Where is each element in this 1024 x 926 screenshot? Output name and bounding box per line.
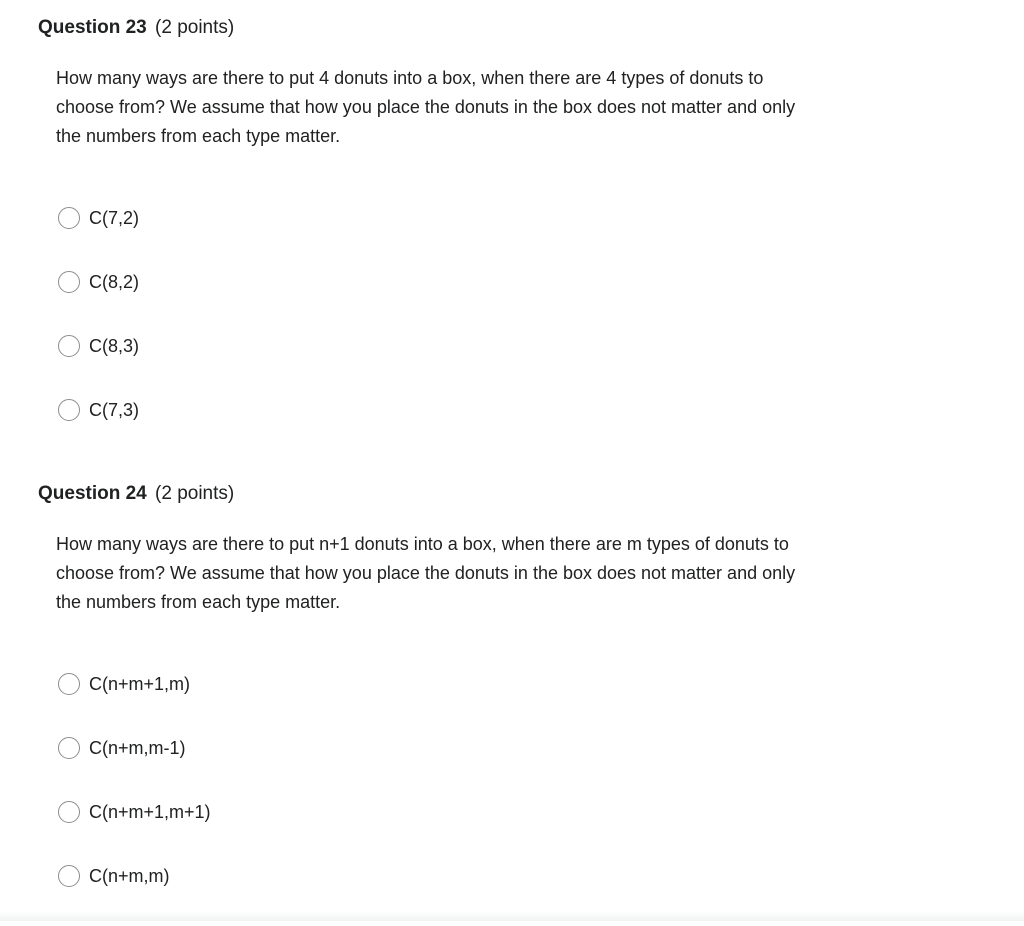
answer-option[interactable] — [58, 396, 139, 424]
question-points: (2 points) — [155, 17, 235, 38]
answer-option[interactable] — [58, 204, 139, 232]
answer-option[interactable] — [58, 798, 211, 826]
question-title: Question 23 — [38, 17, 147, 38]
radio-button[interactable] — [58, 271, 80, 293]
answer-option-label[interactable]: C(n+m,m-1) — [89, 738, 186, 758]
radio-button[interactable] — [58, 335, 80, 357]
answer-option[interactable] — [58, 268, 139, 296]
question-text: How many ways are there to put 4 donuts into a box, when there are 4 types of donuts to choose from? We assume that how you place the donuts in the box does not matter and only the numbers from each type matter. — [56, 68, 796, 146]
answer-option-label[interactable]: C(n+m+1,m) — [89, 674, 191, 694]
question-points: (2 points) — [155, 483, 235, 504]
answer-option-label[interactable]: C(n+m+1,m+1) — [89, 802, 211, 822]
question-header — [38, 16, 234, 40]
question-text: How many ways are there to put n+1 donuts into a box, when there are m types of donuts to choose from? We assume that how you place the donuts in the box does not matter and only the numbers from each type matter. — [56, 534, 796, 612]
answer-options — [58, 670, 211, 926]
answer-option-label[interactable]: C(7,2) — [89, 208, 140, 228]
radio-button[interactable] — [58, 399, 80, 421]
answer-option-label[interactable]: C(8,2) — [89, 272, 140, 292]
answer-option[interactable] — [58, 862, 211, 890]
answer-option-label[interactable]: C(8,3) — [89, 336, 140, 356]
answer-option[interactable] — [58, 332, 139, 360]
radio-button[interactable] — [58, 207, 80, 229]
question-title: Question 24 — [38, 483, 147, 504]
answer-option-label[interactable]: C(7,3) — [89, 400, 140, 420]
radio-button[interactable] — [58, 673, 80, 695]
answer-option[interactable] — [58, 734, 211, 762]
question-header — [38, 482, 234, 506]
radio-button[interactable] — [58, 865, 80, 887]
answer-option[interactable] — [58, 670, 211, 698]
answer-option-label[interactable]: C(n+m,m) — [89, 866, 170, 886]
radio-button[interactable] — [58, 737, 80, 759]
radio-button[interactable] — [58, 801, 80, 823]
page-bottom-edge — [0, 911, 1024, 921]
answer-options — [58, 204, 139, 460]
